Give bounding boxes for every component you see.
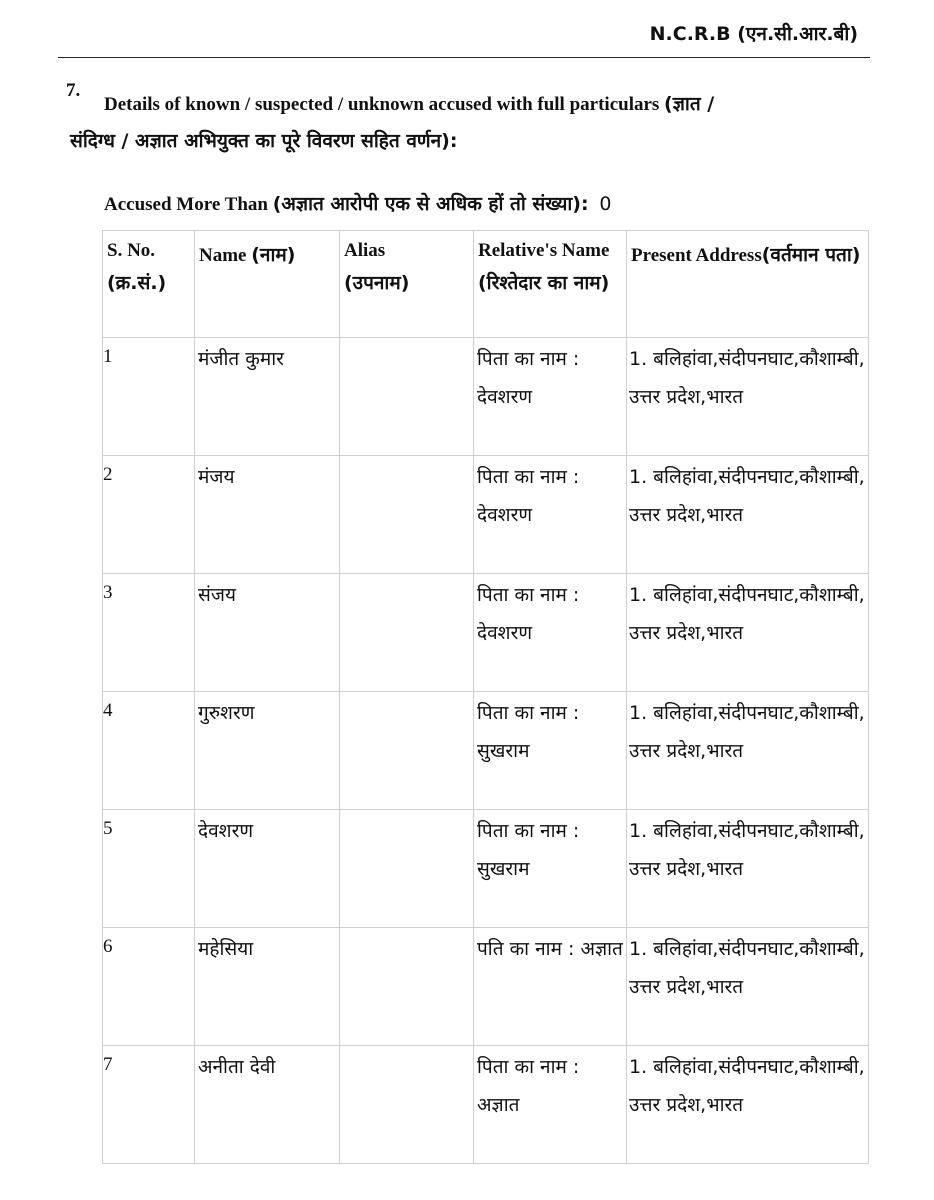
header-alias [340,231,474,338]
header-alias-en: Alias [344,240,386,261]
cell-address [627,1046,869,1164]
present-address: 1. बलिहांवा,संदीपनघाट,कौशाम्बी,उत्तर प्रदेश,भारत [629,702,865,762]
accused-alias [340,928,473,930]
cell-alias [340,692,474,810]
cell-alias [340,928,474,1046]
cell-relative [474,338,627,456]
present-address: 1. बलिहांवा,संदीपनघाट,कौशाम्बी,उत्तर प्रदेश,भारत [629,466,865,526]
accused-alias [340,810,473,812]
section-title-en: Details of known / suspected / unknown accused with full particulars [104,94,660,115]
cell-relative [474,1046,627,1164]
present-address: 1. बलिहांवा,संदीपनघाट,कौशाम्बी,उत्तर प्रदेश,भारत [629,938,865,998]
cell-relative [474,692,627,810]
present-address: 1. बलिहांवा,संदीपनघाट,कौशाम्बी,उत्तर प्रदेश,भारत [629,820,865,880]
header-address-hi: (वर्तमान पता) [761,244,861,266]
header-sno [103,231,195,338]
header-relative-hi: (रिश्तेदार का नाम) [478,272,610,294]
accused-alias [340,338,473,340]
cell-address [627,810,869,928]
document-header: N.C.R.B (एन.सी.आर.बी) [649,23,858,45]
cell-address [627,456,869,574]
header-relative [474,231,627,338]
cell-name [195,456,340,574]
accused-alias [340,456,473,458]
cell-alias [340,1046,474,1164]
accused-name: अनीता देवी [198,1056,276,1078]
accused-table [102,230,869,1164]
table-row [103,928,869,1046]
relative-name: पिता का नाम : देवशरण [477,466,580,526]
header-address-en: Present Address [631,245,762,266]
accused-alias [340,692,473,694]
accused-more-value: 0 [599,193,612,215]
cell-address [627,928,869,1046]
cell-address [627,338,869,456]
accused-name: गुरुशरण [198,702,255,724]
table-row [103,338,869,456]
table-row [103,456,869,574]
cell-sno: 3 [103,574,195,692]
header-alias-hi: (उपनाम) [344,272,410,294]
relative-name: पिता का नाम : देवशरण [477,348,580,408]
cell-name [195,928,340,1046]
cell-sno: 6 [103,928,195,1046]
cell-name [195,1046,340,1164]
accused-name: महेसिया [198,938,254,960]
relative-name: पिता का नाम : सुखराम [477,702,580,762]
cell-relative [474,810,627,928]
cell-alias [340,810,474,928]
header-divider [58,57,870,58]
accused-more-than [104,190,611,216]
relative-name: पिता का नाम : अज्ञात [477,1056,580,1116]
cell-alias [340,456,474,574]
present-address: 1. बलिहांवा,संदीपनघाट,कौशाम्बी,उत्तर प्रदेश,भारत [629,348,865,408]
accused-more-label-en: Accused More Than [104,194,268,215]
cell-relative [474,456,627,574]
cell-relative [474,928,627,1046]
accused-alias [340,1046,473,1048]
relative-name: पति का नाम : अज्ञात [477,938,623,960]
table-row [103,1046,869,1164]
cell-name [195,810,340,928]
cell-alias [340,338,474,456]
cell-sno: 4 [103,692,195,810]
cell-name [195,574,340,692]
accused-alias [340,574,473,576]
cell-address [627,692,869,810]
table-row [103,574,869,692]
accused-name: देवशरण [198,820,254,842]
header-name-hi: (नाम) [251,244,296,266]
section-title-hi-part1: (ज्ञात / [664,93,715,115]
accused-name: मंजय [198,466,235,488]
section-title-hi-part2: संदिग्ध / अज्ञात अभियुक्त का पूरे विवरण सहित वर्णन): [70,130,458,152]
cell-sno: 5 [103,810,195,928]
header-sno-hi: (क्र.सं.) [107,272,167,294]
header-name-en: Name [199,245,247,266]
cell-sno: 7 [103,1046,195,1164]
cell-sno: 1 [103,338,195,456]
cell-name [195,692,340,810]
table-row [103,810,869,928]
header-sno-en: S. No. [107,240,156,261]
header-relative-en: Relative's Name [478,240,610,261]
accused-name: मंजीत कुमार [198,348,284,370]
cell-alias [340,574,474,692]
present-address: 1. बलिहांवा,संदीपनघाट,कौशाम्बी,उत्तर प्रदेश,भारत [629,1056,865,1116]
header-name [195,231,340,338]
cell-name [195,338,340,456]
relative-name: पिता का नाम : सुखराम [477,820,580,880]
table-header-row [103,231,869,338]
present-address: 1. बलिहांवा,संदीपनघाट,कौशाम्बी,उत्तर प्रदेश,भारत [629,584,865,644]
cell-address [627,574,869,692]
accused-name: संजय [198,584,236,606]
section-title [70,86,864,159]
header-address [627,231,869,338]
accused-more-label-hi: (अज्ञात आरोपी एक से अधिक हों तो संख्या): [272,193,589,215]
cell-relative [474,574,627,692]
cell-sno: 2 [103,456,195,574]
section-number: 7. [66,80,81,101]
table-row [103,692,869,810]
relative-name: पिता का नाम : देवशरण [477,584,580,644]
